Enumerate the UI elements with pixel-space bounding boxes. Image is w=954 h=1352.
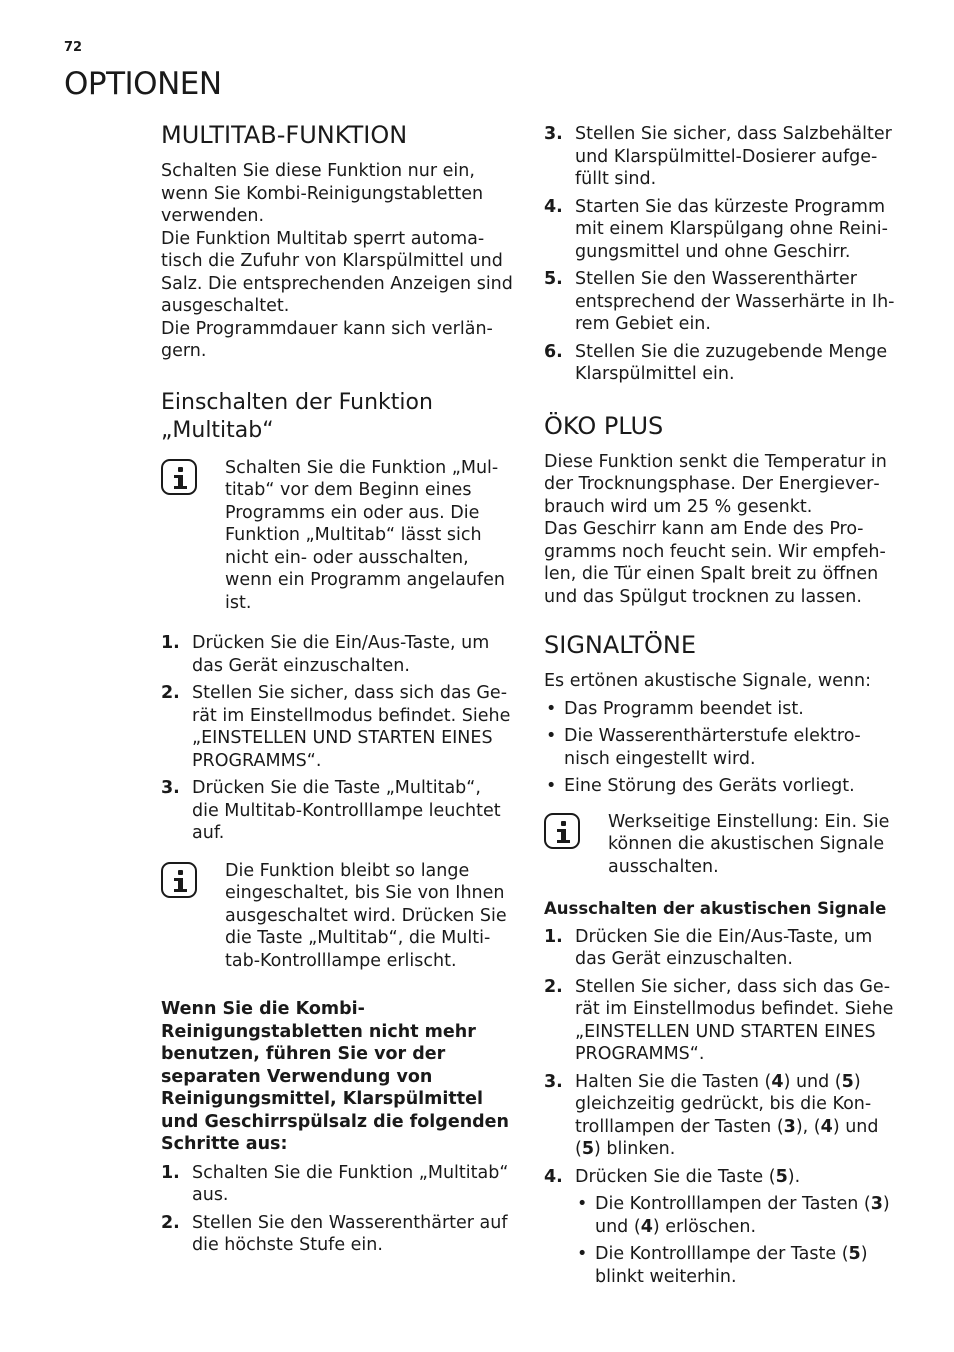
step-text: Drücken Sie die Ein/Aus-Taste, um das Gerät einzuschalten. [575, 926, 873, 969]
info-note-1-text: Schalten Sie die Funktion „Multitab“ vor dem Beginn eines Programms ein oder aus. Die Funktion „Multitab“ lässt sich nicht ein- oder ausschalten, wenn ein Programm angelaufen ist. [225, 457, 505, 613]
list-item [161, 682, 513, 772]
ausschalten-steps [544, 926, 900, 1289]
list-item [544, 123, 900, 191]
step-number: 4. [544, 196, 563, 217]
info-note-1 [161, 457, 513, 615]
step-text: Stellen Sie sicher, dass Salzbehälter und Klarspülmittel-Dosierer aufgefüllt sind. [575, 124, 892, 189]
multitab-para-1: Schalten Sie diese Funktion nur ein, wenn Sie Kombi-Reinigungstabletten verwenden. [161, 161, 484, 226]
step-number: 3. [544, 1071, 563, 1092]
left-column [161, 120, 513, 1262]
list-item [544, 341, 900, 386]
info-note-3 [544, 811, 900, 879]
kombi-steps [161, 1162, 513, 1257]
step-text: Stellen Sie den Wasserenthärter entsprechend der Wasserhärte in Ihrem Gebiet ein. [575, 269, 895, 334]
step-text: Drücken Sie die Taste (5). [575, 1166, 801, 1187]
bold-instruction: Wenn Sie die Kombi-Reinigungstabletten nicht mehr benutzen, führen Sie vor der separaten Verwendung von Reinigungsmittel, Klarspülmittel und Geschirrspülsalz die folgenden Schritte aus: [161, 999, 510, 1154]
step-text: Drücken Sie die Taste „Multitab“, die Multitab-Kontrolllampe leuchtet auf. [192, 778, 501, 843]
list-item [544, 268, 900, 336]
list-item [161, 777, 513, 845]
kombi-steps-continued [544, 123, 900, 386]
step-number: 3. [544, 124, 563, 144]
step-4-sub-bullets [575, 1193, 900, 1288]
multitab-para-3: Die Programmdauer kann sich verlängern. [161, 318, 493, 361]
signaltoene-bullets [544, 698, 900, 798]
multitab-para-2: Die Funktion Multitab sperrt automatisch die Zufuhr von Klarspülmittel und Salz. Die entsprechenden Anzeigen sind ausgeschaltet. [161, 228, 513, 316]
list-item: • Die Kontrolllampen der Tasten (3) und (4) erlöschen. [575, 1193, 900, 1238]
list-item [161, 1212, 513, 1257]
step-number: 2. [161, 683, 180, 703]
right-column [544, 123, 900, 1293]
oko-plus-para-1: Diese Funktion senkt die Temperatur in der Trocknungsphase. Der Energieverbrauch wird um 25 % gesenkt. [544, 451, 887, 517]
list-item: • Das Programm beendet ist. [544, 698, 900, 721]
list-item [161, 632, 513, 677]
list-item [544, 196, 900, 264]
list-item: • Eine Störung des Geräts vorliegt. [544, 775, 900, 798]
step-number: 2. [544, 976, 563, 997]
step-text: Stellen Sie sicher, dass sich das Gerät im Einstellmodus befindet. Siehe „EINSTELLEN UND STARTEN EINES PROGRAMMS“. [192, 683, 511, 771]
step-text: Stellen Sie sicher, dass sich das Gerät im Einstellmodus befindet. Siehe „EINSTELLEN UND STARTEN EINES PROGRAMMS“. [575, 976, 894, 1064]
step-text: Drücken Sie die Ein/Aus-Taste, um das Gerät einzuschalten. [192, 633, 490, 676]
step-text: Halten Sie die Tasten (4) und (5) gleichzeitig gedrückt, bis die Kontrolllampen der Tasten (3), (4) und (5) blinken. [575, 1071, 879, 1159]
page-title: OPTIONEN [64, 66, 222, 102]
page-number: 72 [64, 40, 83, 55]
info-icon [161, 862, 197, 898]
oko-plus-para-2: Das Geschirr kann am Ende des Programms noch feucht sein. Wir empfehlen, die Tür einen Spalt breit zu öffnen und das Spülgut trocknen zu lassen. [544, 519, 886, 607]
step-text: Schalten Sie die Funktion „Multitab“ aus. [192, 1162, 509, 1205]
step-number: 1. [161, 633, 180, 653]
step-number: 2. [161, 1212, 180, 1233]
step-number: 4. [544, 1166, 563, 1187]
list-item: • Die Kontrolllampe der Taste (5) blinkt weiterhin. [575, 1243, 900, 1288]
list-item [544, 1166, 900, 1289]
info-note-2-text: Die Funktion bleibt so lange eingeschaltet, bis Sie von Ihnen ausgeschaltet wird. Drücken Sie die Taste „Multitab“, die Multitab-Kontrolllampe erlischt. [225, 860, 507, 971]
step-text: Starten Sie das kürzeste Programm mit einem Klarspülgang ohne Reinigungsmittel und ohne Geschirr. [575, 196, 888, 262]
info-note-3-text: Werkseitige Einstellung: Ein. Sie können die akustischen Signale ausschalten. [608, 811, 890, 877]
oko-plus-heading: ÖKO PLUS [544, 411, 664, 440]
step-text: Stellen Sie den Wasserenthärter auf die höchste Stufe ein. [192, 1212, 508, 1255]
info-icon [544, 813, 580, 849]
list-item: • Die Wasserenthärterstufe elektronisch eingestellt wird. [544, 725, 900, 770]
step-text: Stellen Sie die zuzugebende Menge Klarspülmittel ein. [575, 341, 888, 384]
info-icon [161, 459, 197, 495]
signaltoene-intro: Es ertönen akustische Signale, wenn: [544, 671, 871, 691]
ausschalten-subheading: Ausschalten der akustischen Signale [544, 899, 887, 918]
list-item [544, 926, 900, 971]
list-item [544, 1071, 900, 1161]
step-number: 6. [544, 341, 563, 362]
list-item [544, 976, 900, 1066]
signaltoene-heading: SIGNALTÖNE [544, 631, 697, 659]
step-number: 1. [544, 926, 563, 947]
step-number: 3. [161, 778, 180, 798]
list-item [161, 1162, 513, 1207]
multitab-heading: MULTITAB-FUNKTION [161, 121, 408, 149]
einschalten-steps [161, 632, 513, 845]
einschalten-heading: Einschalten der Funktion „Multitab“ [161, 389, 433, 443]
info-note-2 [161, 860, 513, 973]
step-number: 5. [544, 269, 563, 289]
step-number: 1. [161, 1162, 180, 1183]
